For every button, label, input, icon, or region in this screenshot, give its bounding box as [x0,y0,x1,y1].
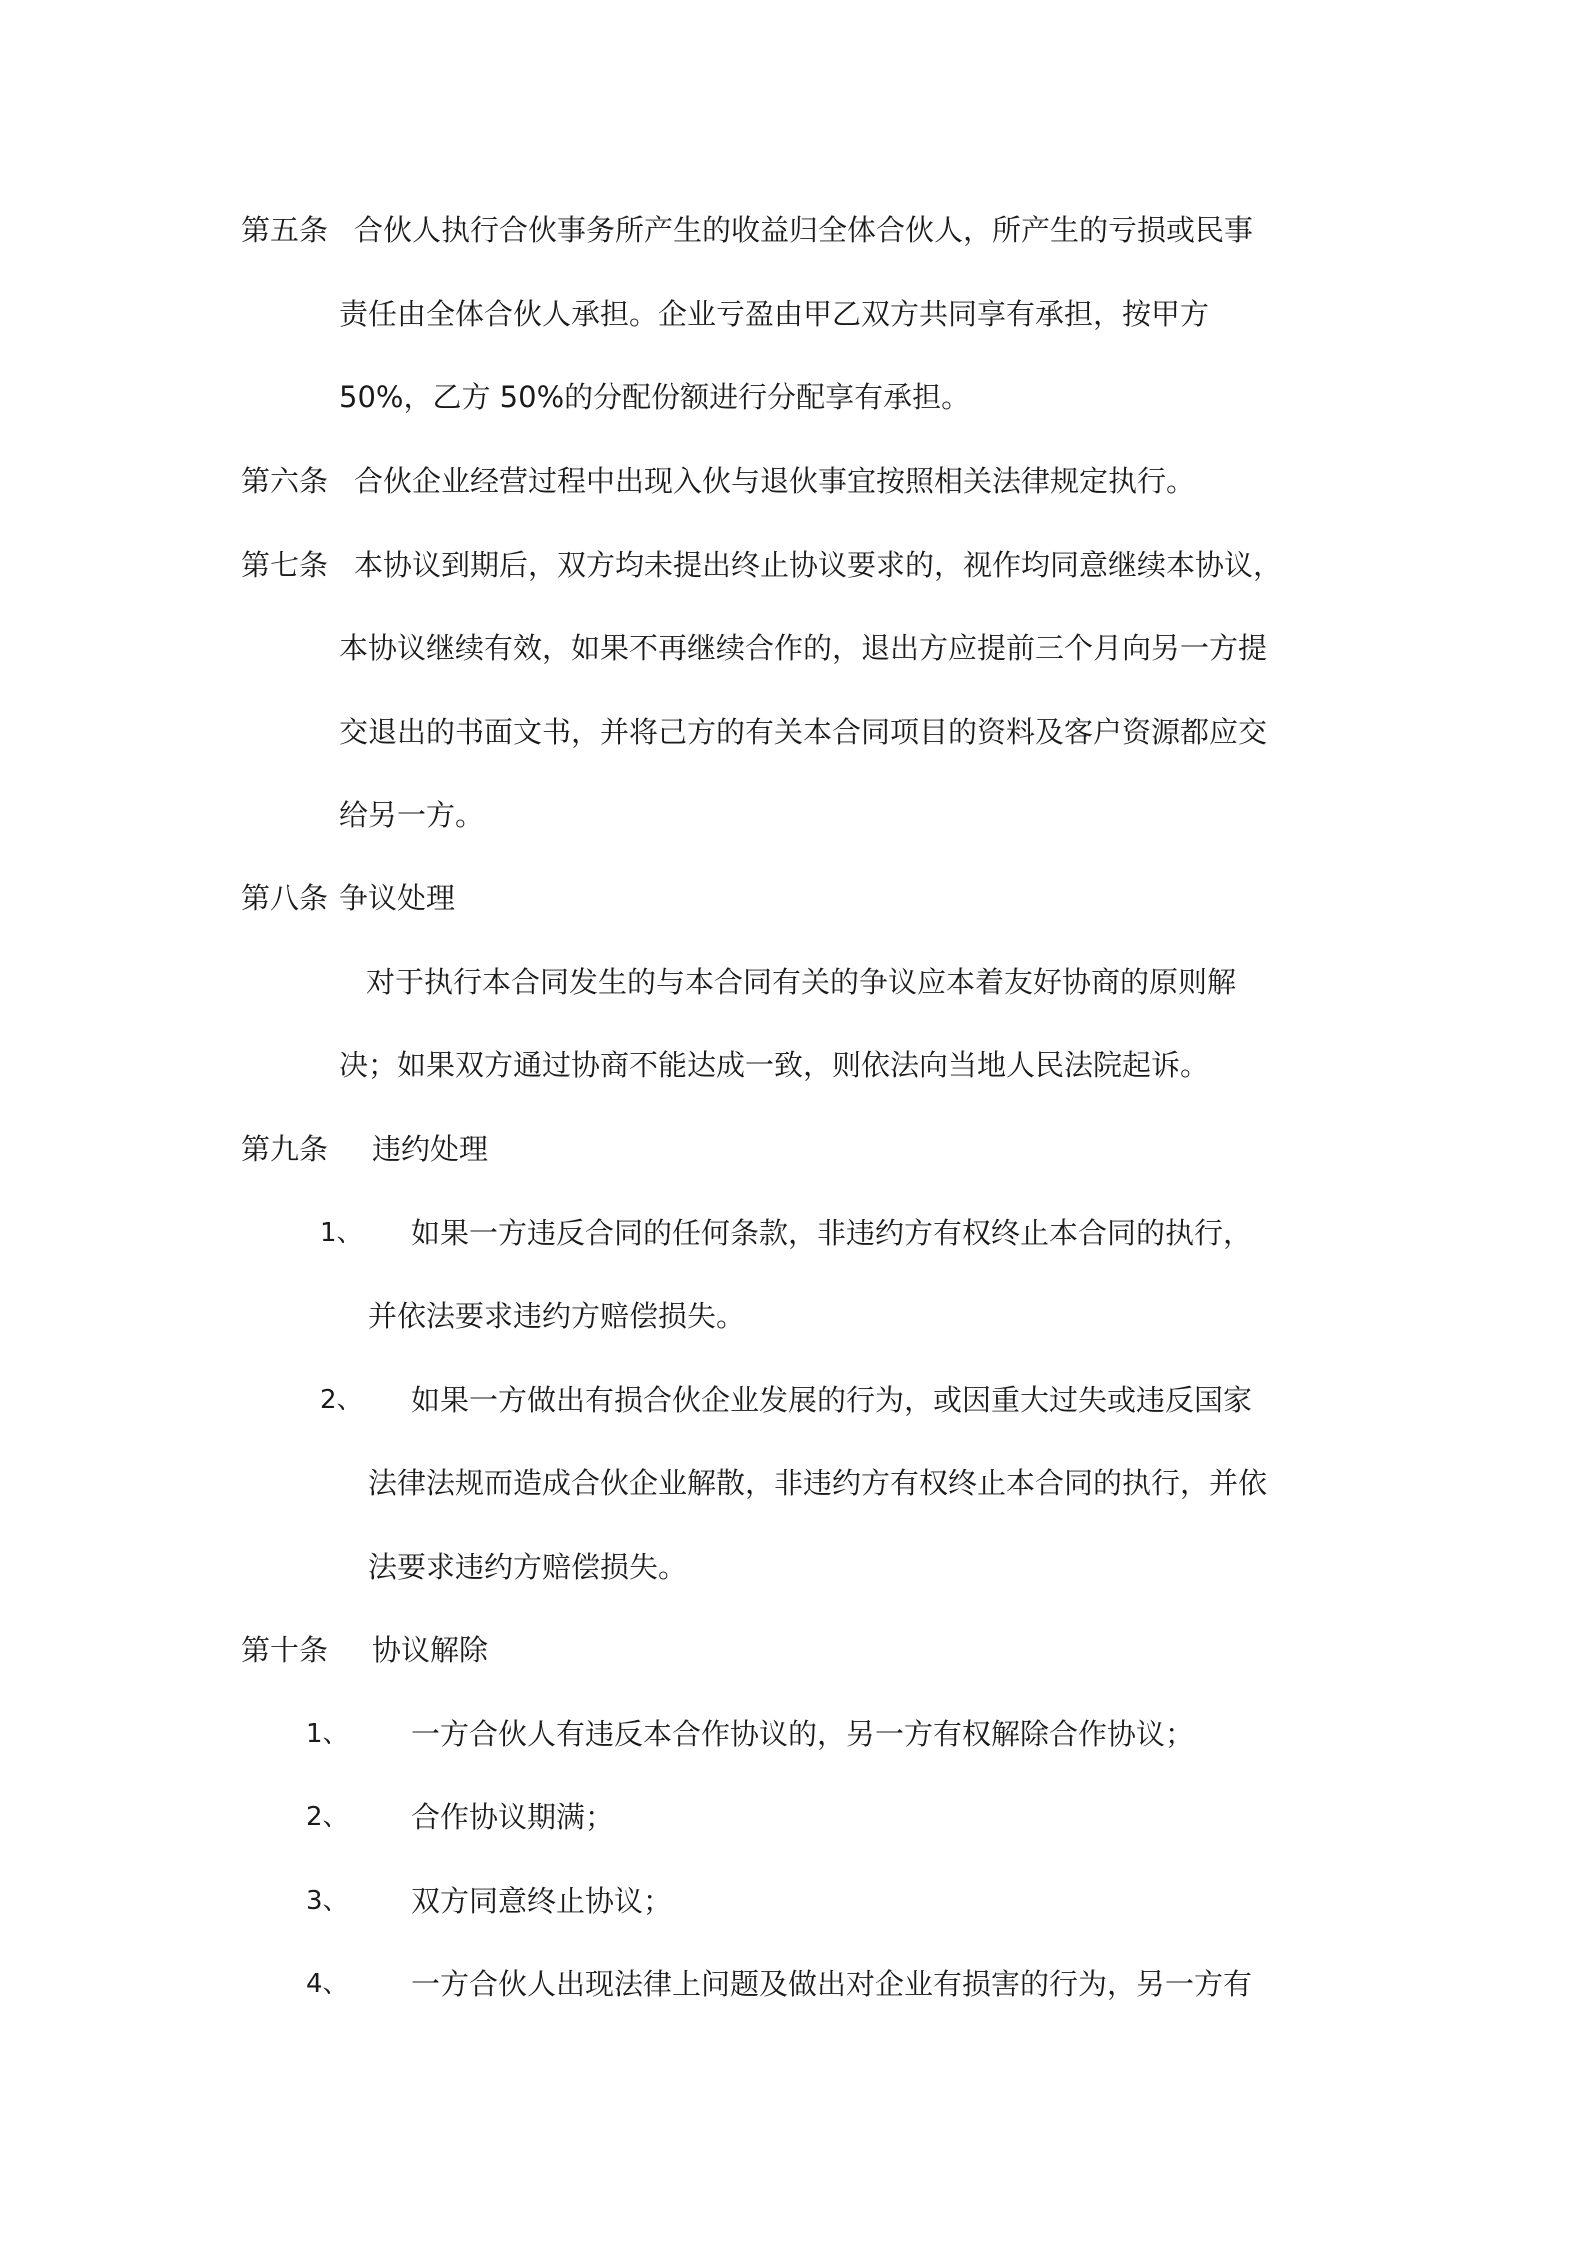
article-7-line-1: 本协议到期后，双方均未提出终止协议要求的，视作均同意继续本协议， [354,548,1283,582]
article-9-item-1-line-1: 如果一方违反合同的任何条款，非违约方有权终止本合同的执行， [411,1216,1253,1250]
article-9-title: 违约处理 [372,1132,489,1166]
article-5-line-3: 50%，乙方 50%的分配份额进行分配享有承担。 [339,380,971,414]
article-9-item-1-line-2: 并依法要求违约方赔偿损失。 [368,1299,746,1333]
article-6-heading: 第六条 [241,464,329,498]
article-10-heading: 第十条 [241,1633,329,1667]
article-7-heading: 第七条 [241,548,329,582]
article-10-item-1-number: 1、 [306,1719,349,1749]
article-10-title: 协议解除 [372,1633,489,1667]
article-9-heading: 第九条 [241,1132,329,1166]
article-7-line-3: 交退出的书面文书，并将己方的有关本合同项目的资料及客户资源都应交 [339,715,1268,749]
article-9-item-1-number: 1、 [320,1218,363,1248]
article-9-item-2-number: 2、 [320,1385,363,1415]
article-8-para-line-2: 决；如果双方通过协商不能达成一致，则依法向当地人民法院起诉。 [339,1048,1210,1082]
article-10-item-3-number: 3、 [306,1886,349,1916]
article-9-item-2-line-3: 法要求违约方赔偿损失。 [368,1550,688,1584]
article-10-item-4-text: 一方合伙人出现法律上问题及做出对企业有损害的行为，另一方有 [411,1967,1253,2001]
article-7-line-4: 给另一方。 [339,798,485,832]
article-8-para-line-1: 对于执行本合同发生的与本合同有关的争议应本着友好协商的原则解 [366,965,1237,999]
article-9-item-2-line-2: 法律法规而造成合伙企业解散，非违约方有权终止本合同的执行，并依 [368,1466,1268,1500]
article-8-title: 争议处理 [339,881,456,915]
article-5-line-2: 责任由全体合伙人承担。企业亏盈由甲乙双方共同享有承担，按甲方 [339,297,1210,331]
article-5-heading: 第五条 [241,213,329,247]
article-10-item-1-text: 一方合伙人有违反本合作协议的，另一方有权解除合作协议； [411,1717,1195,1751]
article-10-item-4-number: 4、 [306,1969,349,1999]
article-10-item-2-text: 合作协议期满； [411,1800,615,1834]
article-5-line-1: 合伙人执行合伙事务所产生的收益归全体合伙人，所产生的亏损或民事 [354,213,1254,247]
article-8-heading: 第八条 [241,881,329,915]
article-10-item-3-text: 双方同意终止协议； [411,1884,673,1918]
article-7-line-2: 本协议继续有效，如果不再继续合作的，退出方应提前三个月向另一方提 [339,631,1268,665]
article-6-line-1: 合伙企业经营过程中出现入伙与退伙事宜按照相关法律规定执行。 [354,464,1196,498]
article-9-item-2-line-1: 如果一方做出有损合伙企业发展的行为，或因重大过失或违反国家 [411,1383,1253,1417]
article-10-item-2-number: 2、 [306,1802,349,1832]
